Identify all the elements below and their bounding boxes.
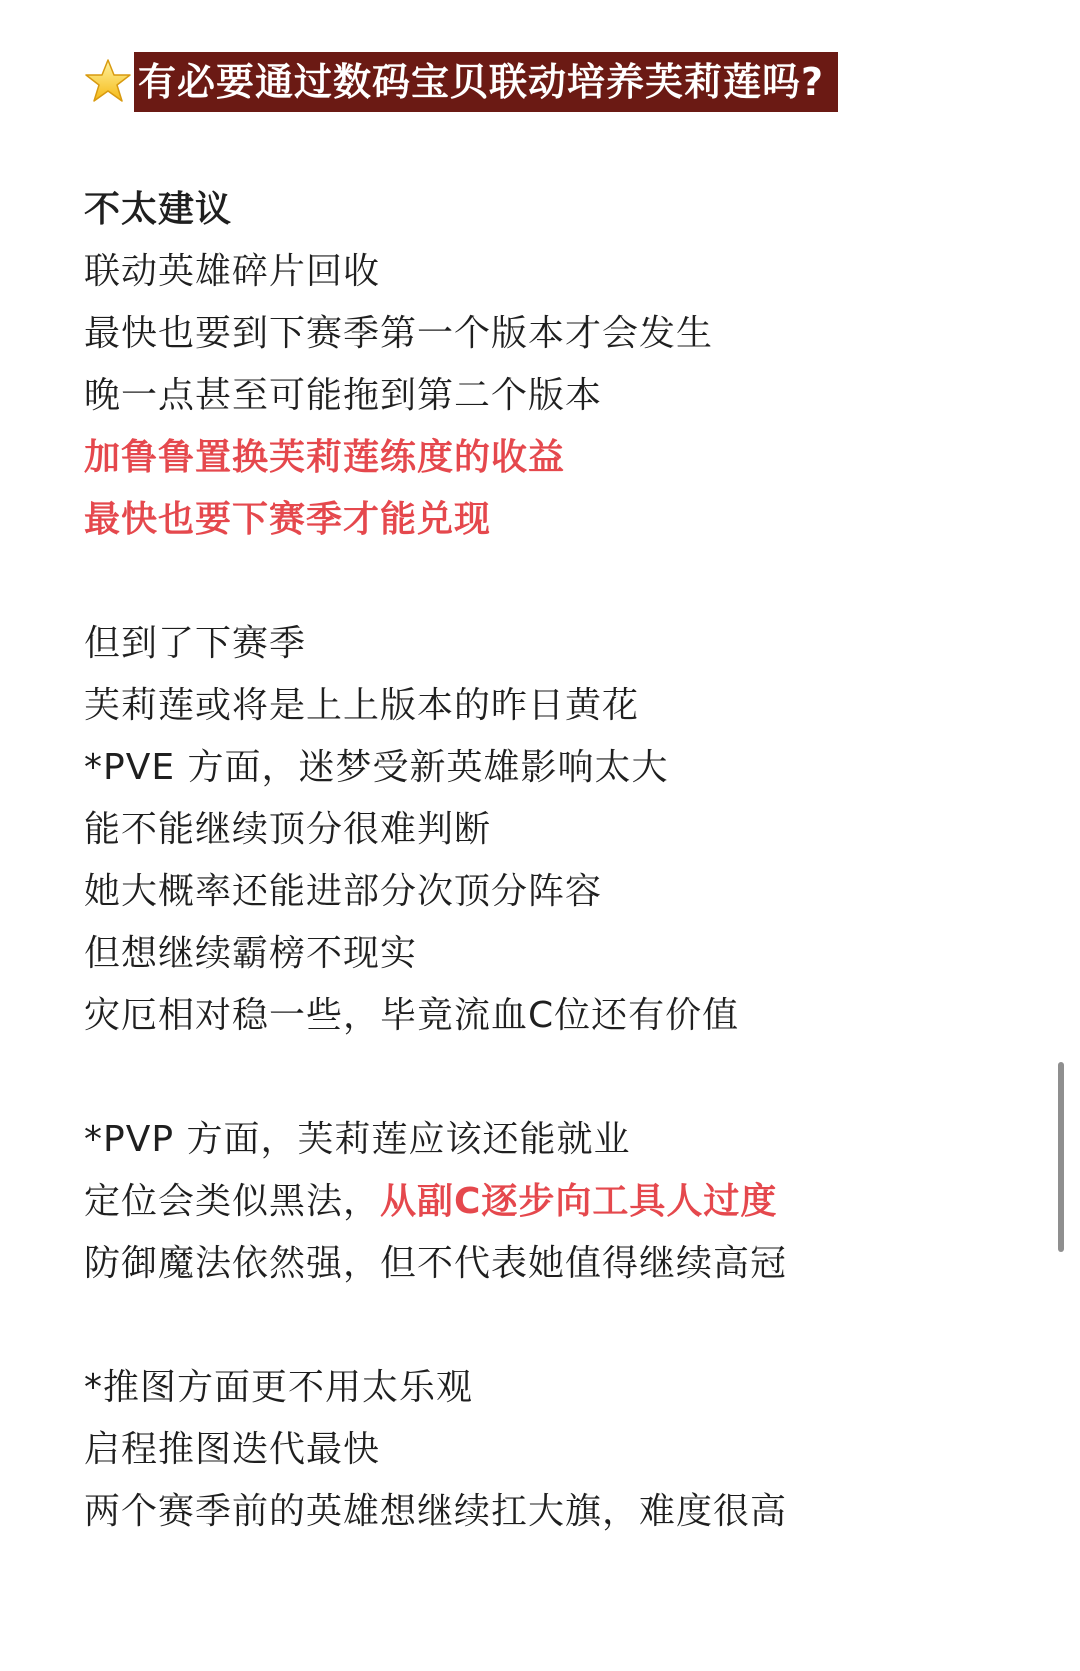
- text-line: 两个赛季前的英雄想继续扛大旗，难度很高: [84, 1491, 788, 1532]
- text-line: 联动英雄碎片回收: [84, 251, 381, 292]
- highlight-segment: 从副C逐步向工具人过度: [380, 1181, 778, 1222]
- pve-heading: *PVE 方面，迷梦受新英雄影响太大: [84, 747, 669, 788]
- text-line: 晚一点甚至可能拖到第二个版本: [84, 375, 603, 416]
- text-line: 灾厄相对稳一些，毕竟流血C位还有价值: [84, 995, 740, 1036]
- post-title-row: [82, 52, 838, 112]
- highlight-line: 最快也要下赛季才能兑现: [84, 499, 492, 540]
- text-line-mixed: [84, 1178, 777, 1226]
- push-map-heading: *推图方面更不用太乐观: [84, 1367, 474, 1408]
- text-line: 她大概率还能进部分次顶分阵容: [84, 871, 603, 912]
- text-line: 芙莉莲或将是上上版本的昨日黄花: [84, 685, 640, 726]
- star-icon: [82, 56, 134, 108]
- pvp-heading: *PVP 方面，芙莉莲应该还能就业: [84, 1119, 631, 1160]
- text-line: 启程推图迭代最快: [84, 1429, 381, 1470]
- highlight-line: 加鲁鲁置换芙莉莲练度的收益: [84, 437, 566, 478]
- text-line: 能不能继续顶分很难判断: [84, 809, 492, 850]
- text-line: 但想继续霸榜不现实: [84, 933, 418, 974]
- text-segment: 定位会类似黑法，: [84, 1181, 381, 1222]
- text-line: 最快也要到下赛季第一个版本才会发生: [84, 313, 714, 354]
- text-line: 但到了下赛季: [84, 623, 307, 664]
- post-title: 有必要通过数码宝贝联动培养芙莉莲吗?: [134, 52, 838, 112]
- text-line: 防御魔法依然强，但不代表她值得继续高冠: [84, 1243, 788, 1284]
- scrollbar[interactable]: [1058, 1062, 1064, 1252]
- verdict-heading: 不太建议: [84, 189, 233, 230]
